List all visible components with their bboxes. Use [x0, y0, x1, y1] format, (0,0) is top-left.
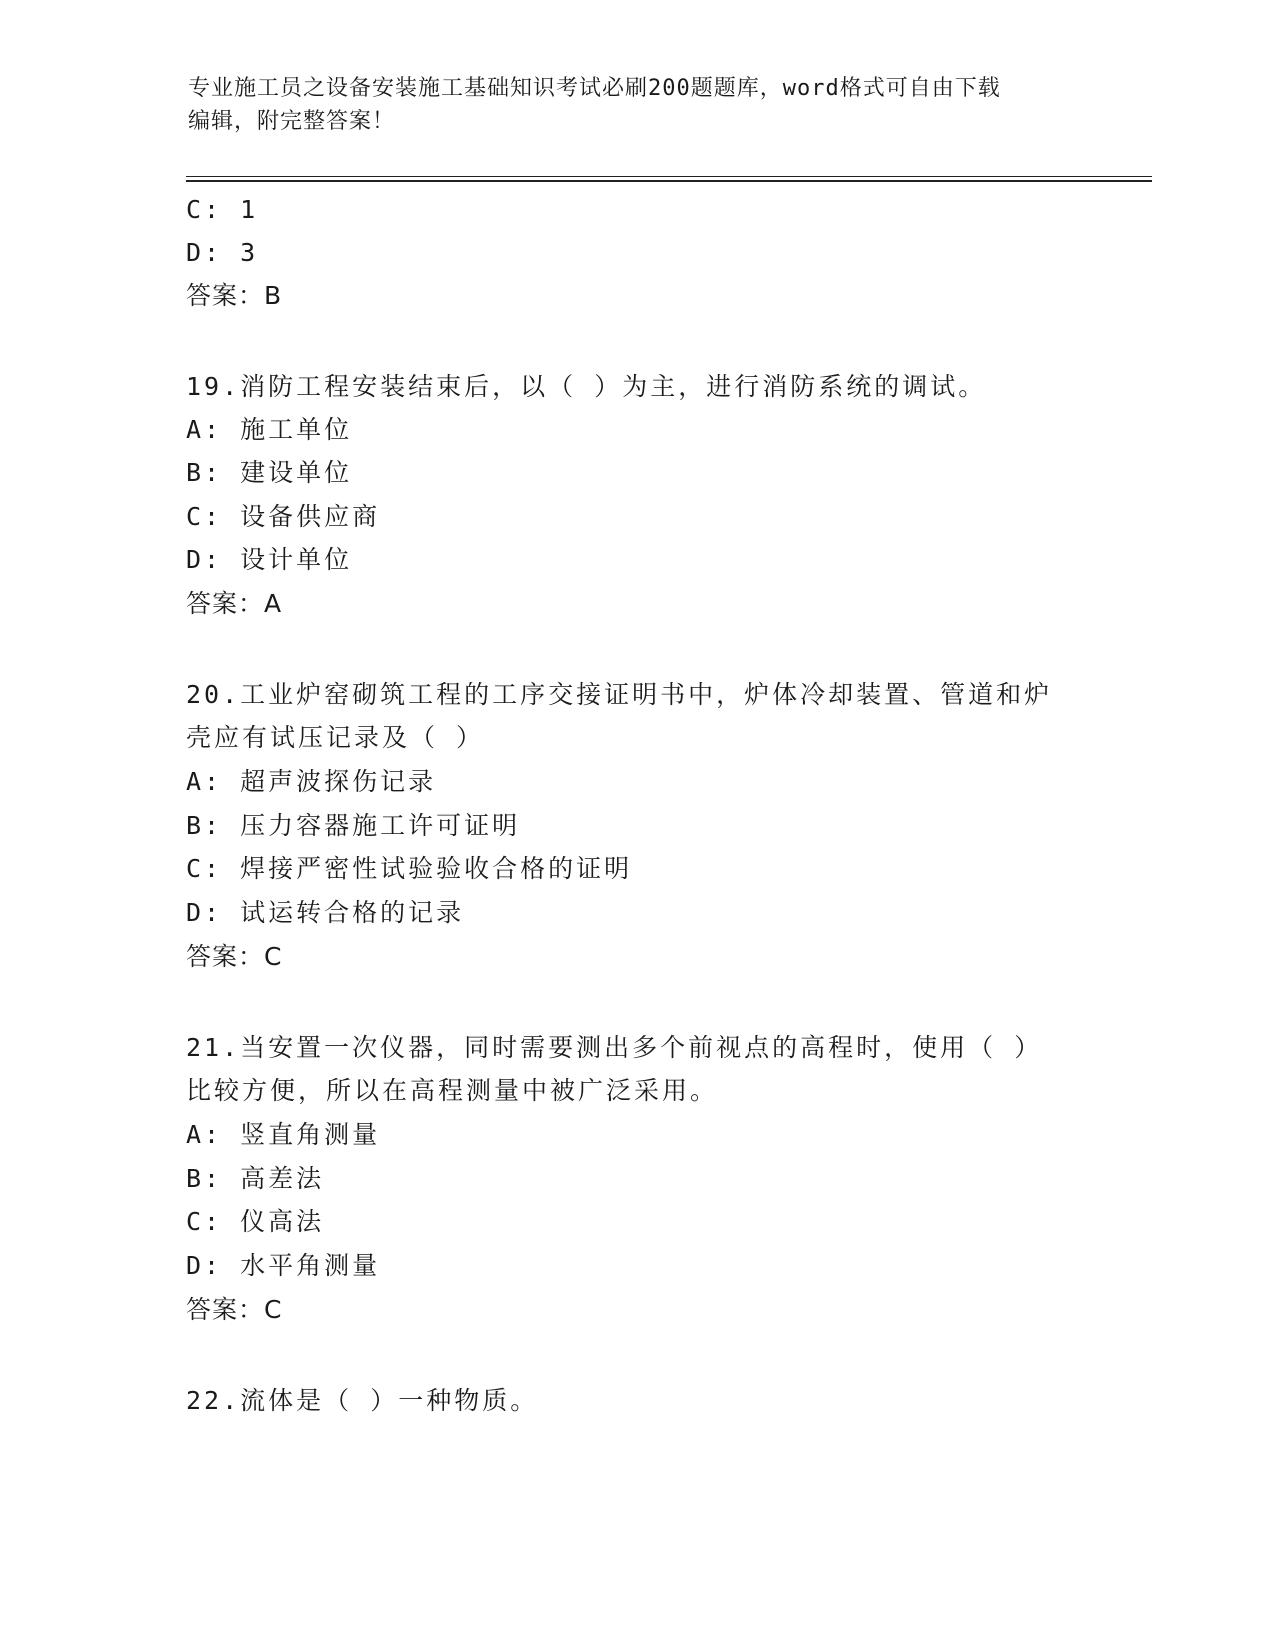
q21-option-d: D: 水平角测量 — [186, 1251, 381, 1280]
q21-stem-line-1: 21.当安置一次仪器，同时需要测出多个前视点的高程时，使用（ ） — [186, 1033, 1043, 1062]
q19-stem: 19.消防工程安装结束后，以（ ）为主，进行消防系统的调试。 — [186, 372, 987, 401]
q22-stem: 22.流体是（ ）一种物质。 — [186, 1386, 539, 1415]
q20-option-a: A: 超声波探伤记录 — [186, 767, 437, 796]
q19-option-a: A: 施工单位 — [186, 415, 353, 444]
header-line-2: 编辑，附完整答案！ — [188, 109, 396, 134]
header-divider-thick — [186, 180, 1152, 182]
q18-answer: 答案：B — [186, 281, 283, 310]
q19-answer: 答案：A — [186, 589, 283, 618]
q20-option-b: B: 压力容器施工许可证明 — [186, 811, 521, 840]
q20-option-c: C: 焊接严密性试验验收合格的证明 — [186, 854, 633, 883]
q21-option-a: A: 竖直角测量 — [186, 1120, 381, 1149]
q19-option-b: B: 建设单位 — [186, 458, 353, 487]
q18-option-c: C: 1 — [186, 195, 259, 224]
q21-option-c: C: 仪高法 — [186, 1207, 325, 1236]
header-line-1: 专业施工员之设备安装施工基础知识考试必刷200题题库，word格式可自由下载 — [188, 76, 1001, 101]
q20-answer: 答案：C — [186, 942, 283, 971]
document-header — [188, 72, 1088, 138]
q21-answer: 答案：C — [186, 1295, 283, 1324]
q21-stem-line-2: 比较方便，所以在高程测量中被广泛采用。 — [186, 1076, 719, 1105]
q21-option-b: B: 高差法 — [186, 1164, 325, 1193]
q18-option-d: D: 3 — [186, 238, 259, 267]
header-divider-thin — [186, 176, 1152, 177]
q20-stem-line-1: 20.工业炉窑砌筑工程的工序交接证明书中，炉体冷却装置、管道和炉 — [186, 680, 1053, 709]
q19-option-c: C: 设备供应商 — [186, 502, 381, 531]
q20-option-d: D: 试运转合格的记录 — [186, 898, 465, 927]
q20-stem-line-2: 壳应有试压记录及（ ） — [186, 723, 485, 752]
q19-option-d: D: 设计单位 — [186, 545, 353, 574]
